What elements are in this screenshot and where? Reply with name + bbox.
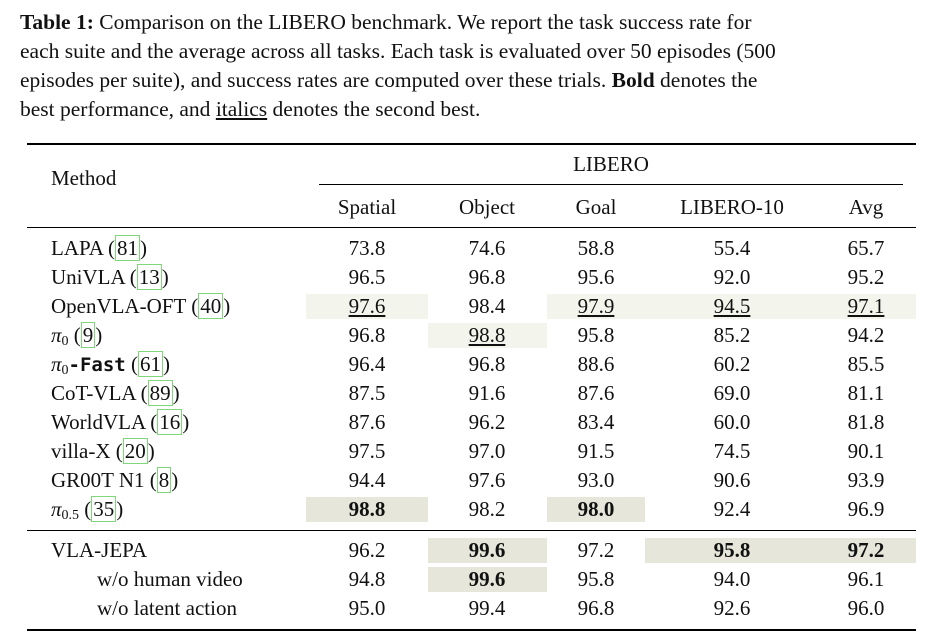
citation-link[interactable]: 9 xyxy=(82,323,94,347)
header-spatial: Spatial xyxy=(337,195,397,219)
method-name: $\pi_0$-Fast (61) xyxy=(51,352,170,378)
cell-libero-10: 90.6 xyxy=(713,468,751,492)
method-name: $\pi_0$ (9) xyxy=(51,323,103,349)
citation-link[interactable]: 61 xyxy=(139,352,161,376)
cell-avg: 96.9 xyxy=(847,497,885,521)
citation-link[interactable]: 89 xyxy=(149,381,171,405)
cell-avg: 96.1 xyxy=(847,567,885,591)
method-label: π xyxy=(51,497,62,521)
method-label: LAPA xyxy=(51,236,103,260)
method-name: OpenVLA-OFT (40) xyxy=(51,294,231,318)
cell-goal: 95.6 xyxy=(577,265,615,289)
cell-avg: 97.2 xyxy=(847,538,885,562)
cell-goal: 95.8 xyxy=(577,567,615,591)
method-name: CoT-VLA (89) xyxy=(51,381,180,405)
method-name xyxy=(97,566,243,592)
cell-goal: 96.8 xyxy=(577,596,615,620)
header-avg: Avg xyxy=(848,195,884,219)
caption-label: Table 1: xyxy=(20,10,94,34)
table-mid-rule xyxy=(27,530,916,531)
cell-object: 99.6 xyxy=(468,567,506,591)
method-label: WorldVLA xyxy=(51,410,145,434)
citation-link[interactable]: 40 xyxy=(200,294,222,318)
cell-object: 97.6 xyxy=(468,468,506,492)
cell-libero-10: 69.0 xyxy=(713,381,751,405)
cell-goal: 97.2 xyxy=(577,538,615,562)
cell-spatial: 96.8 xyxy=(348,323,386,347)
cell-spatial: 94.4 xyxy=(348,468,386,492)
cell-libero-10: 60.0 xyxy=(713,410,751,434)
cell-goal: 83.4 xyxy=(577,410,615,434)
cell-spatial: 96.2 xyxy=(348,538,386,562)
cell-avg: 93.9 xyxy=(847,468,885,492)
cell-spatial: 98.8 xyxy=(348,497,386,521)
cell-avg: 90.1 xyxy=(847,439,885,463)
caption-line-2: each suite and the average across all tasks. Each task is evaluated over 50 episodes (500 xyxy=(20,39,776,63)
cell-libero-10: 55.4 xyxy=(713,236,751,260)
header-object: Object xyxy=(459,195,515,219)
citation-link[interactable]: 16 xyxy=(159,410,181,434)
cell-avg: 85.5 xyxy=(847,352,885,376)
method-label: villa-X xyxy=(51,439,111,463)
method-name xyxy=(97,595,237,621)
cell-object: 96.8 xyxy=(468,265,506,289)
cell-spatial: 96.5 xyxy=(348,265,386,289)
cell-avg: 97.1 xyxy=(847,294,885,318)
cell-spatial: 94.8 xyxy=(348,567,386,591)
cell-spatial: 73.8 xyxy=(348,236,386,260)
cell-goal: 98.0 xyxy=(577,497,615,521)
cell-spatial: 95.0 xyxy=(348,596,386,620)
method-label: UniVLA xyxy=(51,265,125,289)
header-goal: Goal xyxy=(575,195,617,219)
method-label: GR00T N1 xyxy=(51,468,145,492)
cell-goal: 88.6 xyxy=(577,352,615,376)
cell-goal: 93.0 xyxy=(577,468,615,492)
method-name: $\pi_{0.5}$ (35) xyxy=(51,497,124,523)
citation-link[interactable]: 35 xyxy=(93,497,115,521)
cell-spatial: 96.4 xyxy=(348,352,386,376)
method-subscript: 0 xyxy=(61,363,69,378)
caption-line-3 xyxy=(20,66,925,95)
caption-text-4a: best performance, and xyxy=(20,97,216,121)
cell-object: 99.6 xyxy=(468,538,506,562)
cell-libero-10: 74.5 xyxy=(713,439,751,463)
caption-line-1 xyxy=(20,8,925,37)
libero-group-rule xyxy=(319,184,903,185)
method-label: CoT-VLA xyxy=(51,381,136,405)
caption-text-3a: episodes per suite), and success rates are computed over these trials. xyxy=(20,68,612,92)
table-header-rule xyxy=(27,227,916,228)
cell-libero-10: 92.6 xyxy=(713,596,751,620)
caption-text-1: Comparison on the LIBERO benchmark. We report the task success rate for xyxy=(93,10,752,34)
cell-object: 74.6 xyxy=(468,236,506,260)
cell-spatial: 87.5 xyxy=(348,381,386,405)
citation-link[interactable]: 81 xyxy=(117,236,139,260)
caption-bold-word: Bold xyxy=(611,68,655,92)
method-name: WorldVLA (16) xyxy=(51,410,190,434)
header-libero-10: LIBERO-10 xyxy=(680,195,784,219)
method-label: w/o human video xyxy=(97,567,243,591)
method-name: villa-X (20) xyxy=(51,439,155,463)
header-method: Method xyxy=(51,166,117,190)
method-suffix: -Fast xyxy=(68,354,126,376)
cell-avg: 94.2 xyxy=(847,323,885,347)
caption-line-4 xyxy=(20,95,925,124)
cell-object: 99.4 xyxy=(468,596,506,620)
cell-object: 98.8 xyxy=(468,323,506,347)
cell-object: 91.6 xyxy=(468,381,506,405)
cell-avg: 81.8 xyxy=(847,410,885,434)
caption-text-3b: denotes the xyxy=(654,68,758,92)
method-label: π xyxy=(51,352,62,376)
method-label: OpenVLA-OFT xyxy=(51,294,186,318)
cell-libero-10: 94.5 xyxy=(713,294,751,318)
method-name: UniVLA (13) xyxy=(51,265,169,289)
cell-goal: 97.9 xyxy=(577,294,615,318)
cell-libero-10: 95.8 xyxy=(713,538,751,562)
method-name: LAPA (81) xyxy=(51,236,148,260)
cell-spatial: 97.5 xyxy=(348,439,386,463)
cell-avg: 81.1 xyxy=(847,381,885,405)
caption-italics-word: italics xyxy=(215,97,268,121)
cell-spatial: 87.6 xyxy=(348,410,386,434)
cell-object: 97.0 xyxy=(468,439,506,463)
cell-object: 96.2 xyxy=(468,410,506,434)
method-subscript: 0.5 xyxy=(61,508,80,523)
method-label: VLA-JEPA xyxy=(51,538,148,562)
cell-libero-10: 60.2 xyxy=(713,352,751,376)
cell-spatial: 97.6 xyxy=(348,294,386,318)
cell-avg: 95.2 xyxy=(847,265,885,289)
cell-goal: 95.8 xyxy=(577,323,615,347)
cell-object: 98.2 xyxy=(468,497,506,521)
cell-goal: 87.6 xyxy=(577,381,615,405)
cell-goal: 58.8 xyxy=(577,236,615,260)
method-subscript: 0 xyxy=(61,334,69,349)
cell-avg: 65.7 xyxy=(847,236,885,260)
cell-libero-10: 85.2 xyxy=(713,323,751,347)
cell-libero-10: 92.0 xyxy=(713,265,751,289)
cell-object: 98.4 xyxy=(468,294,506,318)
citation-link[interactable]: 20 xyxy=(124,439,146,463)
caption-text-4b: denotes the second best. xyxy=(267,97,481,121)
method-name xyxy=(51,537,147,563)
method-label: w/o latent action xyxy=(97,596,237,620)
citation-link[interactable]: 8 xyxy=(158,468,170,492)
cell-libero-10: 92.4 xyxy=(713,497,751,521)
citation-link[interactable]: 13 xyxy=(138,265,160,289)
method-name: GR00T N1 (8) xyxy=(51,468,179,492)
cell-avg: 96.0 xyxy=(847,596,885,620)
table-caption xyxy=(20,8,925,124)
table-top-rule xyxy=(27,143,916,145)
cell-object: 96.8 xyxy=(468,352,506,376)
cell-goal: 91.5 xyxy=(577,439,615,463)
cell-libero-10: 94.0 xyxy=(713,567,751,591)
table-bottom-rule xyxy=(27,629,916,631)
header-libero-group: LIBERO xyxy=(573,152,649,176)
method-label: π xyxy=(51,323,62,347)
